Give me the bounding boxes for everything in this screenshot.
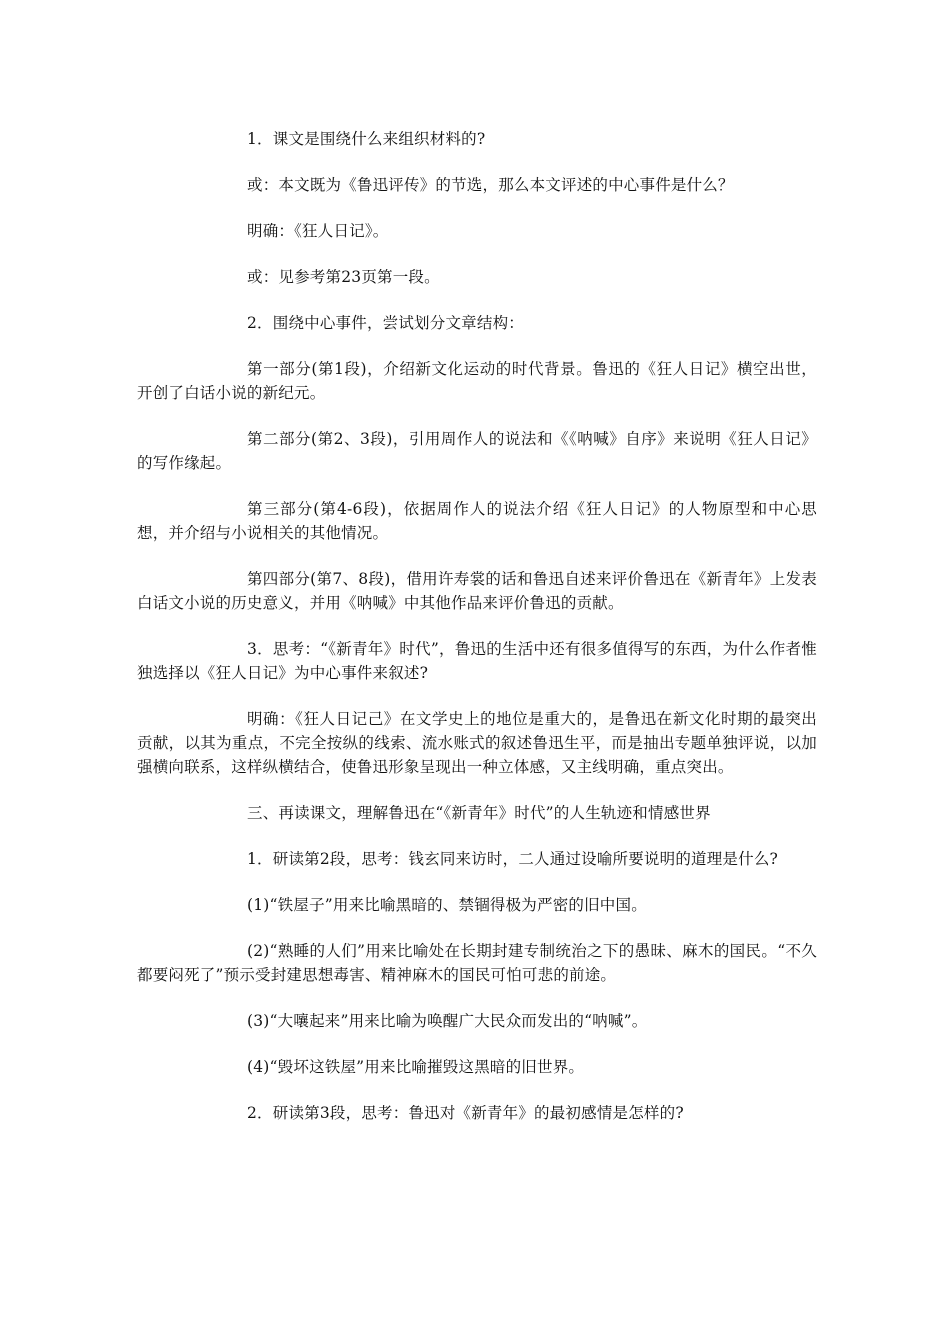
paragraph-question-2: 2．围绕中心事件，尝试划分文章结构： bbox=[247, 314, 524, 332]
paragraph-question-3: 3．思考：“《新青年》时代”，鲁迅的生活中还有很多值得写的东西，为什么作者惟独选择以《狂人日记》为中心事件来叙述? bbox=[137, 640, 817, 682]
paragraph-answer-1: 明确：《狂人日记》。 bbox=[247, 222, 389, 240]
paragraph-study-question-1: 1．研读第2段，思考：钱玄同来访时，二人通过设喻所要说明的道理是什么? bbox=[247, 850, 779, 868]
paragraph-alt-answer-1: 或：见参考第23页第一段。 bbox=[247, 268, 440, 286]
paragraph-metaphor-1: (1)“铁屋子”用来比喻黑暗的、禁锢得极为严密的旧中国。 bbox=[247, 896, 647, 914]
paragraph-metaphor-2: (2)“熟睡的人们”用来比喻处在长期封建专制统治之下的愚昧、麻木的国民。“不久都要闷死了”预示受封建思想毒害、精神麻木的国民可怕可悲的前途。 bbox=[137, 942, 817, 984]
paragraph-part-3: 第三部分(第4-6段)，依据周作人的说法介绍《狂人日记》的人物原型和中心思想，并介绍与小说相关的其他情况。 bbox=[137, 500, 817, 542]
paragraph-study-question-2: 2．研读第3段，思考：鲁迅对《新青年》的最初感情是怎样的? bbox=[247, 1104, 684, 1122]
section-heading-3: 三、再读课文，理解鲁迅在“《新青年》时代”的人生轨迹和情感世界 bbox=[247, 804, 711, 822]
document-body bbox=[137, 127, 817, 1147]
paragraph-part-4: 第四部分(第7、8段)，借用许寿裳的话和鲁迅自述来评价鲁迅在《新青年》上发表白话文小说的历史意义，并用《呐喊》中其他作品来评价鲁迅的贡献。 bbox=[137, 570, 817, 612]
paragraph-question-1: 1．课文是围绕什么来组织材料的? bbox=[247, 130, 486, 148]
paragraph-alt-question-1: 或：本文既为《鲁迅评传》的节选，那么本文评述的中心事件是什么？ bbox=[247, 176, 734, 194]
paragraph-metaphor-4: (4)“毁坏这铁屋”用来比喻摧毁这黑暗的旧世界。 bbox=[247, 1058, 585, 1076]
paragraph-metaphor-3: (3)“大嚷起来”用来比喻为唤醒广大民众而发出的“呐喊”。 bbox=[247, 1012, 648, 1030]
paragraph-part-1: 第一部分(第1段)，介绍新文化运动的时代背景。鲁迅的《狂人日记》横空出世，开创了白话小说的新纪元。 bbox=[137, 360, 817, 402]
paragraph-part-2: 第二部分(第2、3段)，引用周作人的说法和《《呐喊》自序》来说明《狂人日记》的写作缘起。 bbox=[137, 430, 817, 472]
paragraph-answer-3: 明确：《狂人日记己》在文学史上的地位是重大的，是鲁迅在新文化时期的最突出贡献，以其为重点，不完全按纵的线索、流水账式的叙述鲁迅生平，而是抽出专题单独评说，以加强横向联系，这样纵横结合，使鲁迅形象呈现出一种立体感，又主线明确，重点突出。 bbox=[137, 710, 817, 776]
